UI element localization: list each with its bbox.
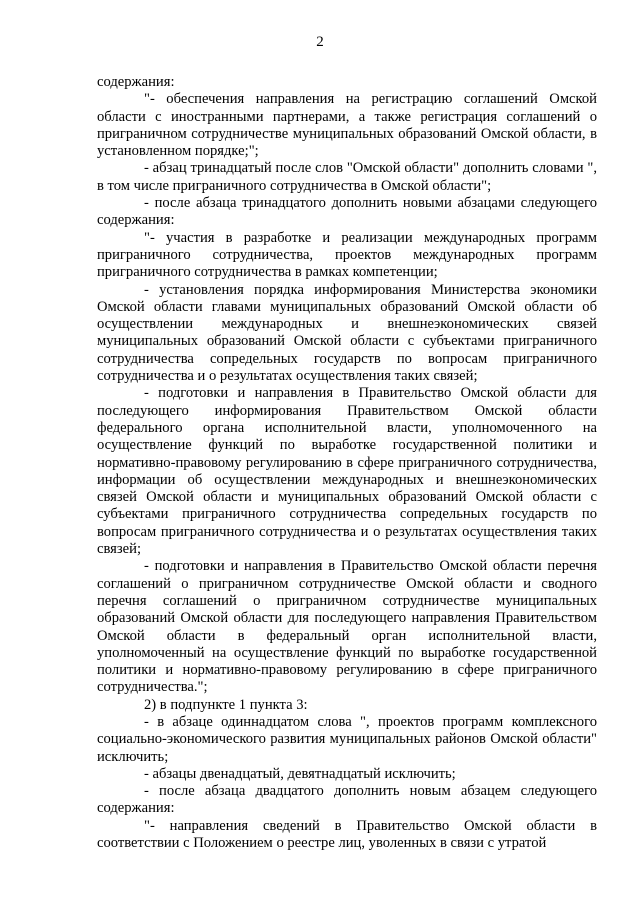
page-number: 2: [316, 34, 324, 50]
paragraph: "- направления сведений в Правительство Омской области в соответствии с Положением о реестре лиц, уволенных в связи с утратой: [97, 817, 597, 852]
paragraph: - установления порядка информирования Министерства экономики Омской области главами муниципальных образований Омской области об осуществлении международных и внешнеэкономических связей муниципальных образований Омской области с субъектами приграничного сотрудничества сопредельных государств по вопросам приграничного сотрудничества и о результатах осуществления таких связей;: [97, 281, 597, 385]
paragraph: - после абзаца тринадцатого дополнить новыми абзацами следующего содержания:: [97, 195, 597, 229]
paragraph: содержания:: [97, 74, 175, 90]
document-body: [97, 74, 597, 852]
paragraph: "- участия в разработке и реализации международных программ приграничного сотрудничества, проектов международных программ приграничного сотрудничества в рамках компетенции;: [97, 229, 597, 281]
paragraph: - подготовки и направления в Правительство Омской области перечня соглашений о приграничном сотрудничестве Омской области и сводного перечня соглашений о приграничном сотрудничестве муниципальных образований Омской области для последующего направления Правительством Омской области в федеральный орган исполнительной власти, уполномоченный на осуществление функций по выработке государственной политики и нормативно-правовому регулированию в сфере приграничного сотрудничества.";: [97, 558, 597, 696]
paragraph: "- обеспечения направления на регистрацию соглашений Омской области с иностранными партнерами, а также регистрация соглашений о приграничном сотрудничестве муниципальных образований Омской области, в установленном порядке;";: [97, 91, 597, 160]
paragraph: - абзац тринадцатый после слов "Омской области" дополнить словами ", в том числе приграничного сотрудничества в Омской области";: [97, 160, 597, 194]
paragraph: 2) в подпункте 1 пункта 3:: [144, 696, 308, 713]
paragraph: - абзацы двенадцатый, девятнадцатый исключить;: [144, 765, 456, 782]
paragraph: - подготовки и направления в Правительство Омской области для последующего информирования Правительством Омской области федерального органа исполнительной власти, уполномоченного на осуществление функций по выработке государственной политики и нормативно-правовому регулированию в сфере приграничного сотрудничества, информации об осуществлении международных и внешнеэкономических связей Омской области и муниципальных образований Омской области с субъектами приграничного сотрудничества сопредельных государств по вопросам приграничного сотрудничества и о результатах осуществления таких связей;: [97, 385, 597, 558]
paragraph: - в абзаце одиннадцатом слова ", проектов программ комплексного социально-экономического развития муниципальных районов Омской области" исключить;: [97, 713, 597, 765]
paragraph: - после абзаца двадцатого дополнить новым абзацем следующего содержания:: [97, 783, 597, 817]
